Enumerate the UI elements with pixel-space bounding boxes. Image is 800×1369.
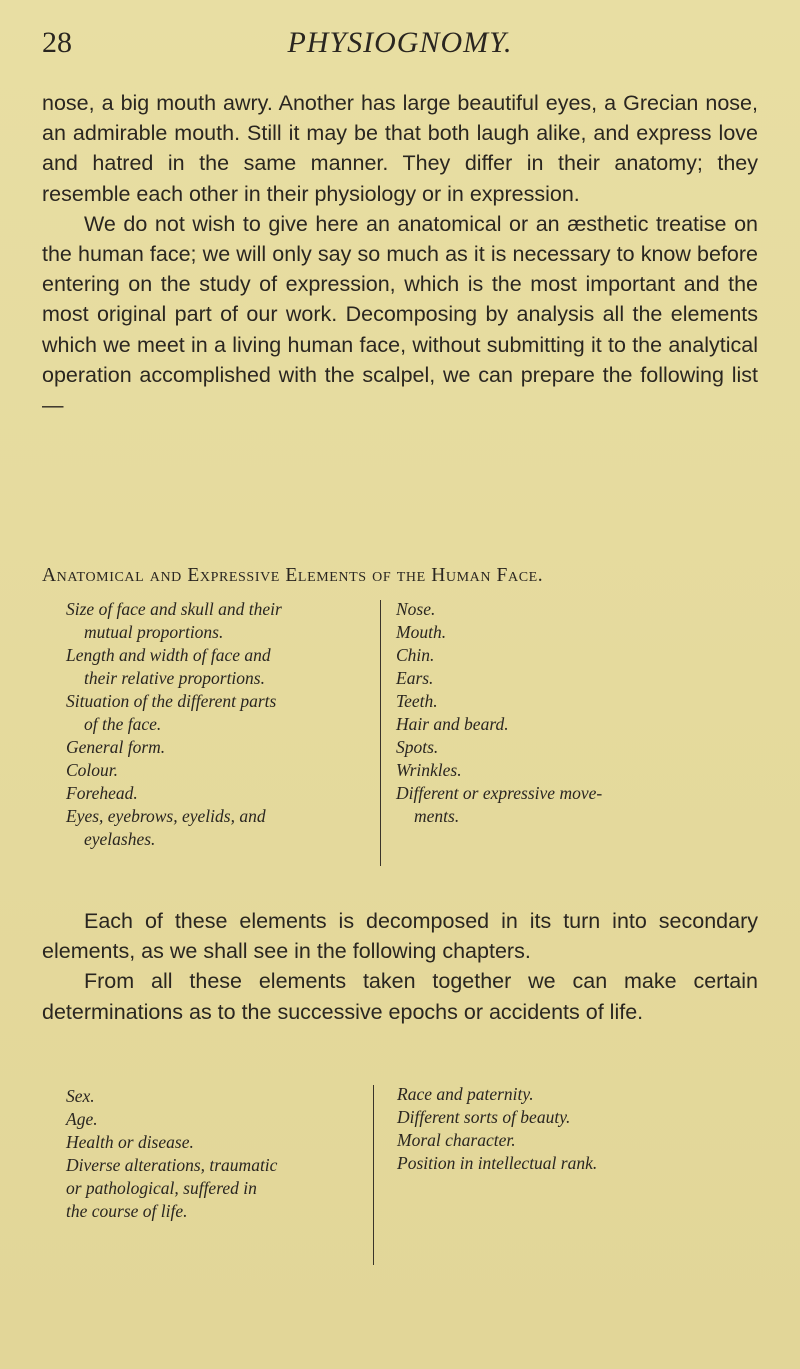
list-item: Sex. <box>66 1086 95 1106</box>
list-item: General form. <box>66 737 166 757</box>
column-divider <box>373 1085 374 1265</box>
paragraph-intro <box>42 88 758 420</box>
list-item: Moral character. <box>397 1130 516 1150</box>
list-item: Race and paternity. <box>397 1084 534 1104</box>
page-header <box>42 26 758 66</box>
paragraph-3: Each of these elements is decomposed in its turn into secondary elements, as we shall see in the following chapters. <box>42 909 758 964</box>
list-item: Size of face and skull and their mutual proportions. <box>66 599 282 642</box>
list-item: Nose. <box>396 599 436 619</box>
list-item: Position in intellectual rank. <box>397 1153 598 1173</box>
life-list-left <box>66 1085 366 1223</box>
list-item: Forehead. <box>66 783 138 803</box>
list-item: Different or expressive move- ments. <box>396 783 603 826</box>
list-item: Teeth. <box>396 691 438 711</box>
list-item: the course of life. <box>66 1201 188 1221</box>
list-item: Diverse alterations, traumatic or pathological, suffered in <box>66 1155 278 1198</box>
list-item: Health or disease. <box>66 1132 194 1152</box>
list-item: Chin. <box>396 645 435 665</box>
column-divider <box>380 600 381 866</box>
paragraph-elements <box>42 906 758 1027</box>
list-item: Different sorts of beauty. <box>397 1107 571 1127</box>
list-item: Length and width of face and their relative proportions. <box>66 645 271 688</box>
list-item: Situation of the different parts of the face. <box>66 691 277 734</box>
elements-list-right <box>396 598 736 828</box>
list-item: Eyes, eyebrows, eyelids, and eyelashes. <box>66 806 266 849</box>
paragraph-1: nose, a big mouth awry. Another has large beautiful eyes, a Grecian nose, an admirable mouth. Still it may be that both laugh alike, and express love and hatred in the same manner. They differ in their anatomy; they resemble each other in their physiology or in expression. <box>42 91 758 206</box>
list-item: Spots. <box>396 737 439 757</box>
paragraph-2: We do not wish to give here an anatomical or an æsthetic treatise on the human face; we will only say so much as it is necessary to know before entering on the study of expression, which is the most important and the most original part of our work. Decomposing by analysis all the elements which we meet in a living human face, without submitting it to the analytical operation accomplished with the scalpel, we can prepare the following list— <box>42 211 758 418</box>
life-list-right <box>397 1083 737 1175</box>
list-item: Colour. <box>66 760 119 780</box>
list-item: Age. <box>66 1109 98 1129</box>
list-item: Wrinkles. <box>396 760 462 780</box>
list-item: Mouth. <box>396 622 447 642</box>
list-item: Ears. <box>396 668 434 688</box>
list-item: Hair and beard. <box>396 714 509 734</box>
paragraph-4: From all these elements taken together we can make certain determinations as to the successive epochs or accidents of life. <box>42 969 758 1024</box>
table-heading: Anatomical and Expressive Elements of the Human Face. <box>42 565 544 586</box>
elements-list-left <box>66 598 366 851</box>
page-number: 28 <box>42 26 72 59</box>
running-head: PHYSIOGNOMY. <box>287 26 513 59</box>
